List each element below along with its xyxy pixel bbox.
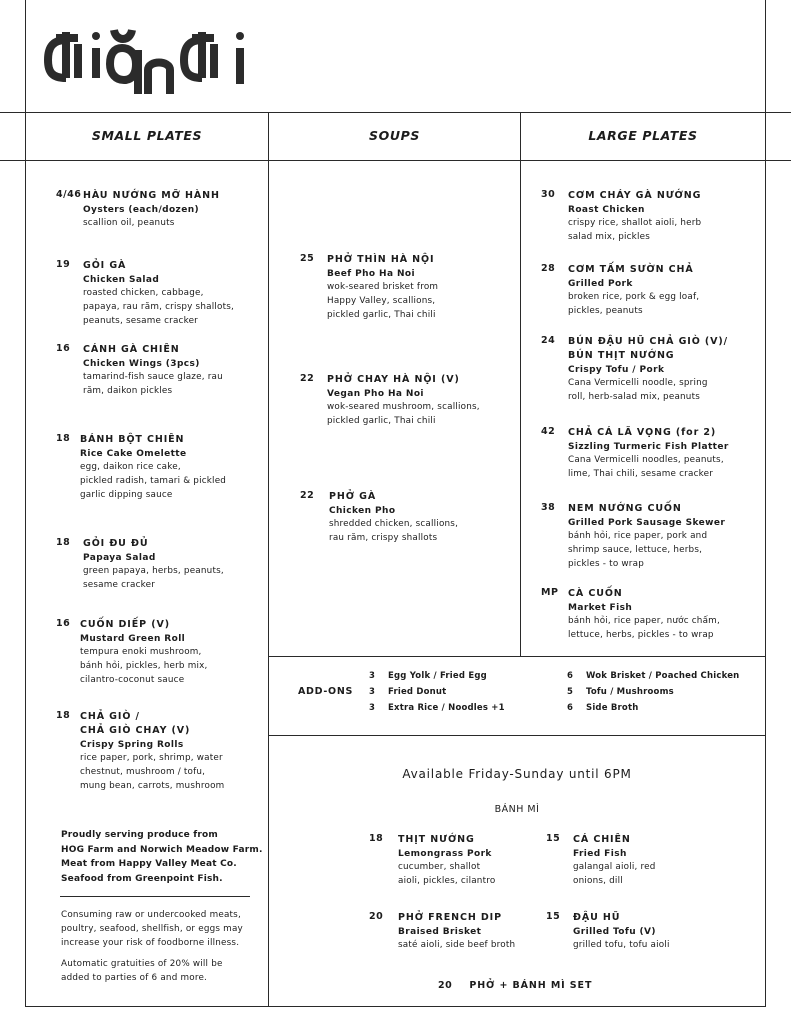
heading-soups: SOUPS: [369, 128, 420, 143]
item-en-name: Oysters (each/dozen): [83, 205, 200, 215]
item-price: 25: [300, 253, 315, 264]
item-vn-name-alt: CHẢ GIÒ CHAY (V): [80, 725, 191, 736]
item-price: 19: [56, 259, 71, 270]
addon-price: 5: [567, 687, 574, 697]
item-en-name: Chicken Wings (3pcs): [83, 359, 200, 369]
item-price: 16: [56, 618, 71, 629]
item-price: 18: [56, 433, 71, 444]
item-desc-line: shrimp sauce, lettuce, herbs,: [568, 544, 703, 555]
item-en-name: Crispy Spring Rolls: [80, 740, 184, 750]
item-en-name: Grilled Pork Sausage Skewer: [568, 518, 726, 528]
item-desc-line: mung bean, carrots, mushroom: [80, 780, 225, 791]
item-vn-name: CÁ CHIÊN: [573, 834, 631, 845]
item-en-name: Papaya Salad: [83, 553, 156, 563]
gratuity-note: [61, 957, 223, 985]
addon-price: 3: [369, 703, 376, 713]
item-vn-name: CƠM CHÁY GÀ NƯỚNG: [568, 190, 702, 201]
frame-left-border: [25, 0, 26, 1007]
item-desc-line: pickled radish, tamari & pickled: [80, 475, 227, 486]
banh-mi-title: BÁNH MÌ: [494, 804, 540, 815]
column-divider-1: [268, 112, 269, 1007]
item-desc-line: bánh hỏi, rice paper, pork and: [568, 531, 708, 541]
item-desc-line: tamarind-fish sauce glaze, rau: [83, 372, 223, 382]
item-price: 24: [541, 335, 556, 346]
advisory-note: [61, 908, 243, 950]
item-price: 18: [56, 710, 71, 721]
item-desc-line: tempura enoki mushroom,: [80, 647, 202, 657]
item-vn-name: CƠM TẤM SƯỜN CHẢ: [568, 264, 694, 275]
item-price: 20: [369, 911, 384, 922]
item-price: 18: [369, 833, 384, 844]
item-en-name: Chicken Salad: [83, 275, 160, 285]
item-desc-line: pickled garlic, Thai chili: [327, 309, 436, 320]
item-price: 38: [541, 502, 556, 513]
sourcing-line: HOG Farm and Norwich Meadow Farm.: [61, 844, 263, 855]
item-desc-line: galangal aioli, red: [573, 862, 656, 872]
item-price: 22: [300, 490, 315, 501]
item-en-name: Fried Fish: [573, 849, 627, 859]
addon-name: Egg Yolk / Fried Egg: [388, 671, 487, 681]
sourcing-note: [61, 828, 263, 886]
item-en-name: Chicken Pho: [329, 506, 396, 516]
item-desc-line: roasted chicken, cabbage,: [83, 288, 204, 298]
item-vn-name: PHỞ GÀ: [329, 491, 377, 502]
frame-right-border: [765, 0, 766, 1007]
item-en-name: Roast Chicken: [568, 205, 645, 215]
item-desc-line: lime, Thai chili, sesame cracker: [568, 468, 714, 479]
item-vn-name: THỊT NƯỚNG: [398, 834, 475, 845]
addon-price: 6: [567, 671, 574, 681]
item-price: 4/46: [56, 189, 82, 200]
addon-name: Extra Rice / Noodles +1: [388, 703, 505, 713]
banh-mi-availability: Available Friday-Sunday until 6PM: [402, 767, 632, 781]
item-desc-line: onions, dill: [573, 875, 623, 886]
addon-name: Side Broth: [586, 703, 639, 713]
item-vn-name: CHẢ CÁ LÃ VỌNG (for 2): [568, 427, 717, 438]
item-en-name: Grilled Pork: [568, 279, 633, 289]
item-vn-name: PHỞ CHAY HÀ NỘI (V): [327, 374, 460, 385]
item-vn-name: GỎI ĐU ĐỦ: [83, 538, 149, 549]
set-item: [438, 973, 592, 992]
item-desc-line: green papaya, herbs, peanuts,: [83, 566, 224, 576]
set-price: 20: [438, 980, 453, 991]
set-name: PHỞ + BÁNH MÌ SET: [469, 980, 593, 991]
item-desc-line: egg, daikon rice cake,: [80, 462, 181, 472]
item-desc-line: papaya, rau răm, crispy shallots,: [83, 301, 235, 312]
item-en-name: Lemongrass Pork: [398, 849, 492, 859]
item-desc-line: salad mix, pickles: [568, 231, 650, 242]
item-en-name: Braised Brisket: [398, 927, 482, 937]
addon-item: [369, 703, 505, 713]
addon-item: [369, 671, 487, 681]
sourcing-line: Seafood from Greenpoint Fish.: [61, 873, 223, 884]
item-vn-name: BÁNH BỘT CHIÊN: [80, 434, 185, 445]
addon-price: 3: [369, 671, 376, 681]
addon-item: [369, 687, 446, 697]
item-desc-line: Cana Vermicelli noodle, spring: [568, 378, 708, 388]
advisory-line: poultry, seafood, shellfish, or eggs may: [61, 924, 243, 934]
item-vn-name: CUỐN DIẾP (V): [80, 619, 170, 630]
item-vn-name: HÀU NƯỚNG MỠ HÀNH: [83, 190, 220, 201]
sourcing-line: Meat from Happy Valley Meat Co.: [61, 859, 237, 870]
item-desc-line: roll, herb-salad mix, peanuts: [568, 391, 701, 402]
item-price: 15: [546, 911, 561, 922]
item-vn-name: BÚN ĐẬU HŨ CHẢ GIÒ (V)/: [568, 336, 729, 347]
item-price: 22: [300, 373, 315, 384]
item-desc-line: grilled tofu, tofu aioli: [573, 940, 670, 950]
addon-item: [567, 703, 638, 713]
item-desc-line: bánh hỏi, pickles, herb mix,: [80, 660, 208, 671]
header-rule-bottom: [0, 160, 791, 161]
item-en-name: Grilled Tofu (V): [573, 927, 656, 937]
gratuity-line: Automatic gratuities of 20% will be: [61, 959, 223, 969]
column-divider-2: [520, 112, 521, 656]
addon-item: [567, 687, 674, 697]
heading-small-plates: SMALL PLATES: [91, 128, 203, 143]
addon-name: Wok Brisket / Poached Chicken: [586, 671, 740, 681]
advisory-line: Consuming raw or undercooked meats,: [61, 910, 241, 920]
item-desc-line: cilantro-coconut sauce: [80, 674, 185, 685]
item-desc-line: pickles, peanuts: [568, 305, 643, 316]
item-en-name: Mustard Green Roll: [80, 634, 186, 644]
addons-label: ADD-ONS: [298, 686, 354, 697]
item-desc-line: pickled garlic, Thai chili: [327, 415, 436, 426]
item-desc-line: Happy Valley, scallions,: [327, 295, 436, 306]
item-price: 28: [541, 263, 556, 274]
item-desc-line: wok-seared mushroom, scallions,: [327, 402, 480, 412]
item-desc-line: răm, daikon pickles: [83, 385, 173, 396]
addon-name: Fried Donut: [388, 687, 447, 697]
item-desc-line: shredded chicken, scallions,: [329, 519, 459, 529]
item-desc-line: rau răm, crispy shallots: [329, 532, 438, 543]
brand-logo: [44, 22, 256, 102]
item-vn-name: CÁNH GÀ CHIÊN: [83, 344, 180, 355]
addons-rule-bottom: [268, 735, 765, 736]
item-vn-name: ĐẬU HŨ: [573, 912, 621, 923]
item-en-name: Crispy Tofu / Pork: [568, 365, 665, 375]
item-desc-line: chestnut, mushroom / tofu,: [80, 766, 206, 777]
item-en-name: Sizzling Turmeric Fish Platter: [568, 442, 729, 452]
addons-rule-top: [268, 656, 765, 657]
item-desc-line: bánh hỏi, rice paper, nước chấm,: [568, 616, 720, 626]
header-rule-top: [0, 112, 791, 113]
heading-large-plates: LARGE PLATES: [588, 128, 698, 143]
item-desc-line: wok-seared brisket from: [327, 282, 439, 292]
item-desc-line: scallion oil, peanuts: [83, 218, 175, 228]
advisory-line: increase your risk of foodborne illness.: [61, 938, 240, 948]
item-en-name: Market Fish: [568, 603, 633, 613]
item-desc-line: Cana Vermicelli noodles, peanuts,: [568, 455, 724, 465]
item-desc-line: aioli, pickles, cilantro: [398, 875, 496, 886]
item-price: 15: [546, 833, 561, 844]
item-vn-name: PHỞ THÌN HÀ NỘI: [327, 254, 435, 265]
item-en-name: Beef Pho Ha Noi: [327, 269, 415, 279]
item-desc-line: peanuts, sesame cracker: [83, 315, 198, 326]
item-vn-name: CÀ CUỐN: [568, 588, 623, 599]
addon-name: Tofu / Mushrooms: [586, 687, 674, 697]
item-price: MP: [541, 587, 559, 598]
footer-divider: [60, 896, 250, 897]
item-desc-line: sesame cracker: [83, 579, 156, 590]
item-vn-name: CHẢ GIÒ /: [80, 711, 140, 722]
item-price: 18: [56, 537, 71, 548]
frame-bottom-border: [25, 1006, 766, 1007]
item-vn-name: NEM NƯỚNG CUỐN: [568, 503, 682, 514]
item-price: 42: [541, 426, 556, 437]
item-desc-line: cucumber, shallot: [398, 862, 481, 872]
item-vn-name: GỎI GÀ: [83, 260, 127, 271]
item-desc-line: crispy rice, shallot aioli, herb: [568, 218, 702, 228]
item-en-name: Vegan Pho Ha Noi: [327, 389, 424, 399]
gratuity-line: added to parties of 6 and more.: [61, 973, 208, 983]
item-desc-line: broken rice, pork & egg loaf,: [568, 292, 700, 302]
item-desc-line: rice paper, pork, shrimp, water: [80, 753, 223, 763]
item-desc-line: saté aioli, side beef broth: [398, 940, 516, 950]
item-desc-line: pickles - to wrap: [568, 558, 644, 569]
item-price: 16: [56, 343, 71, 354]
addon-price: 3: [369, 687, 376, 697]
item-vn-name-alt: BÚN THỊT NƯỚNG: [568, 350, 675, 361]
addon-price: 6: [567, 703, 574, 713]
item-vn-name: PHỞ FRENCH DIP: [398, 912, 502, 923]
addon-item: [567, 671, 739, 681]
item-en-name: Rice Cake Omelette: [80, 449, 187, 459]
sourcing-line: Proudly serving produce from: [61, 830, 218, 840]
item-desc-line: lettuce, herbs, pickles - to wrap: [568, 629, 714, 640]
item-price: 30: [541, 189, 556, 200]
item-desc-line: garlic dipping sauce: [80, 489, 173, 500]
